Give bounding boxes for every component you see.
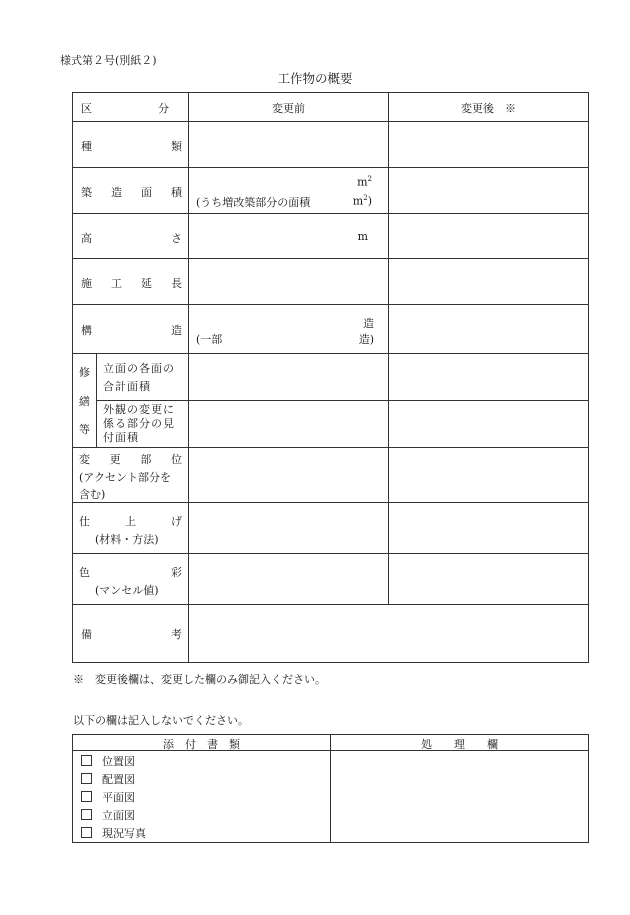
checkbox-icon bbox=[81, 809, 92, 820]
kozo-after[interactable] bbox=[389, 305, 589, 354]
takasa-unit: m bbox=[357, 230, 368, 243]
attachments-list bbox=[73, 751, 331, 843]
header-before: 変更前 bbox=[189, 93, 389, 122]
shuzen-area-before[interactable] bbox=[189, 354, 389, 401]
chikuzo-unit: m bbox=[357, 175, 368, 189]
label-henko-bui: 変 更 部 位 (アクセント部分を 含む) bbox=[73, 448, 189, 503]
form-number: 様式第２号(別紙２) bbox=[60, 54, 157, 67]
biko-field[interactable] bbox=[189, 605, 589, 663]
label-shurui: 種 類 bbox=[73, 122, 189, 168]
seko-before[interactable] bbox=[189, 259, 389, 305]
kozo-before[interactable] bbox=[189, 305, 389, 354]
office-use-table bbox=[72, 734, 589, 843]
attachments-header: 添 付 書 類 bbox=[73, 735, 331, 751]
attachment-item[interactable]: 配置図 bbox=[81, 771, 146, 789]
page-title: 工作物の概要 bbox=[277, 71, 353, 86]
attachment-item[interactable]: 現況写真 bbox=[81, 825, 146, 843]
checkbox-icon bbox=[81, 755, 92, 766]
processing-field bbox=[331, 751, 589, 843]
kozo-suffix: 造 bbox=[363, 317, 374, 330]
chikuzo-sub: (うち増改築部分の面積 bbox=[196, 196, 311, 209]
henko-bui-after[interactable] bbox=[389, 448, 589, 503]
label-seko: 施 工 延 長 bbox=[73, 259, 189, 305]
label-shuzen: 修 繕 等 bbox=[73, 354, 97, 448]
kozo-sub-left: (一部 bbox=[196, 333, 223, 346]
shuzen-area-after[interactable] bbox=[389, 354, 589, 401]
label-kozo: 構 造 bbox=[73, 305, 189, 354]
kozo-sub-right: 造) bbox=[358, 333, 374, 346]
label-chikuzo: 築 造 面 積 bbox=[73, 168, 189, 214]
checkbox-icon bbox=[81, 827, 92, 838]
shiage-before[interactable] bbox=[189, 503, 389, 554]
shuzen-mitsuke-before[interactable] bbox=[189, 401, 389, 448]
overview-table bbox=[72, 92, 589, 663]
shuzen-mitsuke-after[interactable] bbox=[389, 401, 589, 448]
shiage-after[interactable] bbox=[389, 503, 589, 554]
takasa-after[interactable] bbox=[389, 214, 589, 259]
note-text: ※ 変更後欄は、変更した欄のみ御記入ください。 bbox=[73, 673, 326, 686]
label-shuzen-mitsuke: 外観の変更に係る部分の見付面積 bbox=[97, 401, 189, 448]
label-shiage: 仕 上 げ (材料・方法) bbox=[73, 503, 189, 554]
chikuzo-after[interactable] bbox=[389, 168, 589, 214]
label-shikisai: 色 彩 (マンセル値) bbox=[73, 554, 189, 605]
takasa-before[interactable] bbox=[189, 214, 389, 259]
shurui-after[interactable] bbox=[389, 122, 589, 168]
attachment-item[interactable]: 平面図 bbox=[81, 789, 146, 807]
attachment-item[interactable]: 立面図 bbox=[81, 807, 146, 825]
instruction-text: 以下の欄は記入しないでください。 bbox=[73, 714, 249, 727]
label-takasa: 高 さ bbox=[73, 214, 189, 259]
checkbox-icon bbox=[81, 773, 92, 784]
seko-after[interactable] bbox=[389, 259, 589, 305]
checkbox-icon bbox=[81, 791, 92, 802]
processing-header: 処 理 欄 bbox=[331, 735, 589, 751]
header-kubun: 区 分 bbox=[73, 93, 189, 122]
label-shuzen-area: 立面の各面の合計面積 bbox=[97, 354, 189, 401]
attachment-item[interactable]: 位置図 bbox=[81, 753, 146, 771]
shurui-before[interactable] bbox=[189, 122, 389, 168]
shikisai-after[interactable] bbox=[389, 554, 589, 605]
header-after: 変更後 ※ bbox=[389, 93, 589, 122]
shikisai-before[interactable] bbox=[189, 554, 389, 605]
chikuzo-before[interactable]: $m^2$ (うち増改築部分の面積 $m^2$) bbox=[189, 168, 389, 214]
henko-bui-before[interactable] bbox=[189, 448, 389, 503]
label-biko: 備 考 bbox=[73, 605, 189, 663]
